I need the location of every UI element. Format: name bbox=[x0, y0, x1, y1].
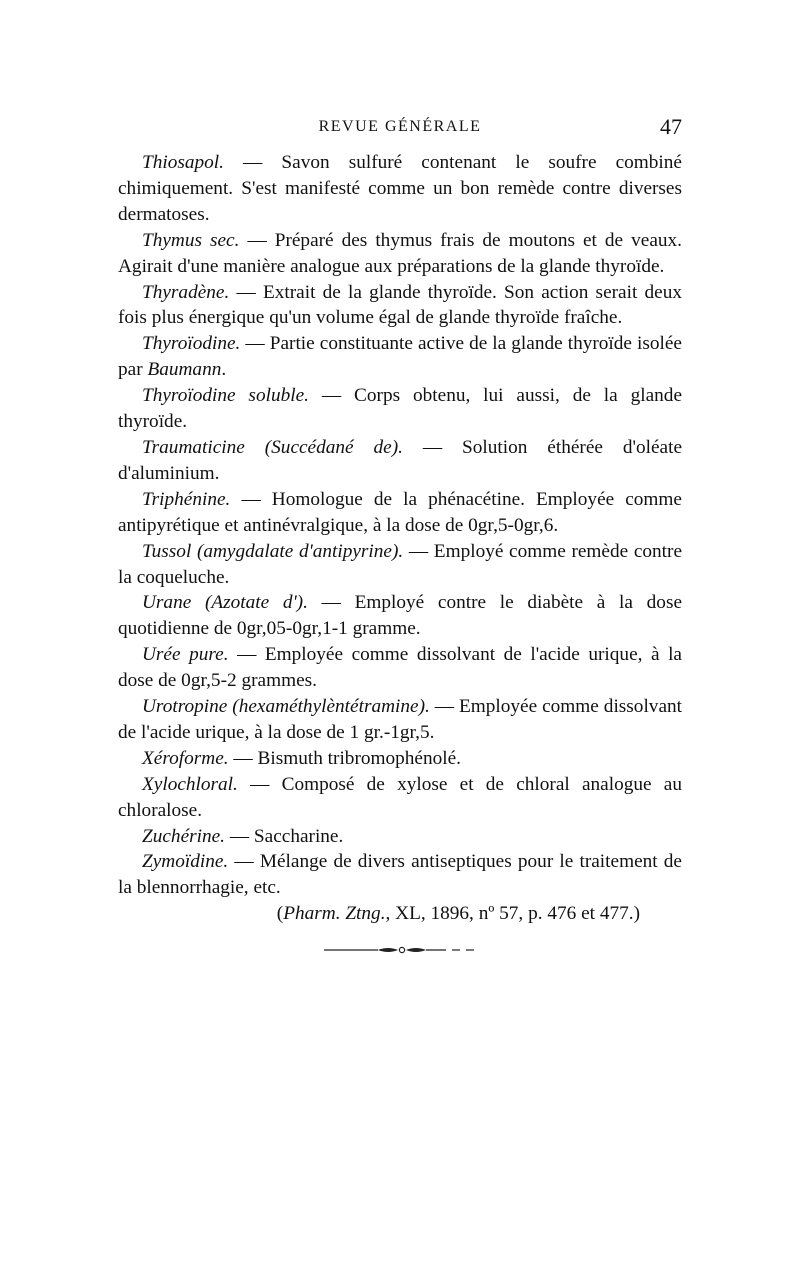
entry-term: Zuchérine. bbox=[142, 825, 225, 847]
entry-term: Thiosapol. bbox=[142, 152, 224, 173]
entry-text: — Solution éthérée d'oléate d'aluminium. bbox=[118, 436, 682, 484]
entry-xeroforme bbox=[118, 746, 682, 772]
page bbox=[118, 114, 683, 955]
entry-text: — Extrait de la glande thyroïde. Son action serait deux fois plus énergique qu'un volume égal de glande thyroïde fraîche. bbox=[118, 281, 682, 329]
entry-text: — Employé comme remède contre la coqueluche. bbox=[118, 540, 682, 588]
entry-text: — Partie constituante active de la glande thyroïde isolée par bbox=[118, 333, 682, 381]
source-citation bbox=[118, 901, 682, 927]
entry-term: Urane (Azotate d'). bbox=[142, 592, 308, 614]
entry-text-end: . bbox=[221, 359, 227, 381]
entry-term: Thyroïodine soluble. bbox=[142, 385, 309, 407]
entry-tussol bbox=[118, 539, 682, 591]
entry-list bbox=[118, 150, 682, 927]
entry-term: Triphénine. bbox=[142, 488, 231, 510]
entry-thymus-sec bbox=[118, 228, 682, 280]
entry-xylochloral bbox=[118, 772, 682, 824]
ornament-rule-icon bbox=[320, 944, 480, 956]
citation-journal: Pharm. Ztng. bbox=[283, 903, 386, 925]
entry-term: Traumaticine (Succédané de). bbox=[142, 436, 403, 458]
entry-text: — Corps obtenu, lui aussi, de la glande thyroïde. bbox=[118, 385, 683, 433]
running-title: REVUE GÉNÉRALE bbox=[318, 118, 482, 135]
entry-author: Baumann bbox=[147, 359, 222, 381]
entry-term: Urée pure. bbox=[142, 644, 229, 666]
entry-urane bbox=[118, 590, 682, 642]
entry-term: Tussol (amygdalate d'antipyrine). bbox=[142, 540, 404, 562]
entry-urotropine bbox=[118, 694, 682, 746]
entry-traumaticine bbox=[118, 435, 682, 487]
entry-term: Thymus sec. bbox=[142, 229, 240, 251]
entry-term: Thyroïodine. bbox=[142, 333, 241, 355]
page-number: 47 bbox=[660, 114, 682, 139]
entry-text: — Homologue de la phénacétine. Employée comme antipyrétique et antinévralgique, à la dose de 0gr,5-0gr,6. bbox=[118, 488, 682, 536]
entry-thyradene bbox=[118, 280, 682, 332]
citation-rest: , XL, 1896, nº 57, p. 476 et 477.) bbox=[385, 903, 640, 925]
entry-term: Xéroforme. bbox=[142, 747, 229, 769]
entry-text: — Employée comme dissolvant de l'acide urique, à la dose de 0gr,5-2 grammes. bbox=[118, 644, 682, 692]
running-head bbox=[118, 114, 682, 148]
section-end-ornament bbox=[118, 943, 682, 955]
entry-triphenine bbox=[118, 487, 682, 539]
entry-term: Urotropine (hexaméthylèntétramine). bbox=[142, 696, 430, 718]
entry-term: Zymoïdine. bbox=[142, 851, 229, 873]
entry-term: Xylochloral. bbox=[142, 773, 238, 795]
entry-text: — Bismuth tribromophénolé. bbox=[228, 747, 462, 769]
entry-zymoidine bbox=[118, 849, 682, 901]
entry-text: — Employée comme dissolvant de l'acide urique, à la dose de 1 gr.-1gr,5. bbox=[118, 696, 682, 743]
entry-text: — Saccharine. bbox=[225, 825, 344, 847]
entry-text: — Composé de xylose et de chloral analogue au chloralose. bbox=[118, 773, 682, 821]
entry-term: Thyradène. bbox=[142, 281, 230, 303]
entry-text: — Mélange de divers antiseptiques pour le traitement de la blennorrhagie, etc. bbox=[118, 851, 682, 899]
citation-open: ( bbox=[276, 903, 284, 925]
entry-text: — Employé contre le diabète à la dose quotidienne de 0gr,05-0gr,1-1 gramme. bbox=[118, 592, 683, 640]
entry-text: — Préparé des thymus frais de moutons et de veaux. Agirait d'une manière analogue aux préparations de la glande thyroïde. bbox=[118, 229, 682, 277]
entry-text: — Savon sulfuré contenant le soufre combiné chimiquement. S'est manifesté comme un bon remède contre diverses dermatoses. bbox=[118, 152, 682, 225]
entry-zucherine bbox=[118, 824, 682, 850]
entry-thiosapol bbox=[118, 150, 682, 228]
entry-thyroiodine-soluble bbox=[118, 383, 682, 435]
entry-thyroiodine bbox=[118, 331, 682, 383]
entry-uree-pure bbox=[118, 642, 682, 694]
